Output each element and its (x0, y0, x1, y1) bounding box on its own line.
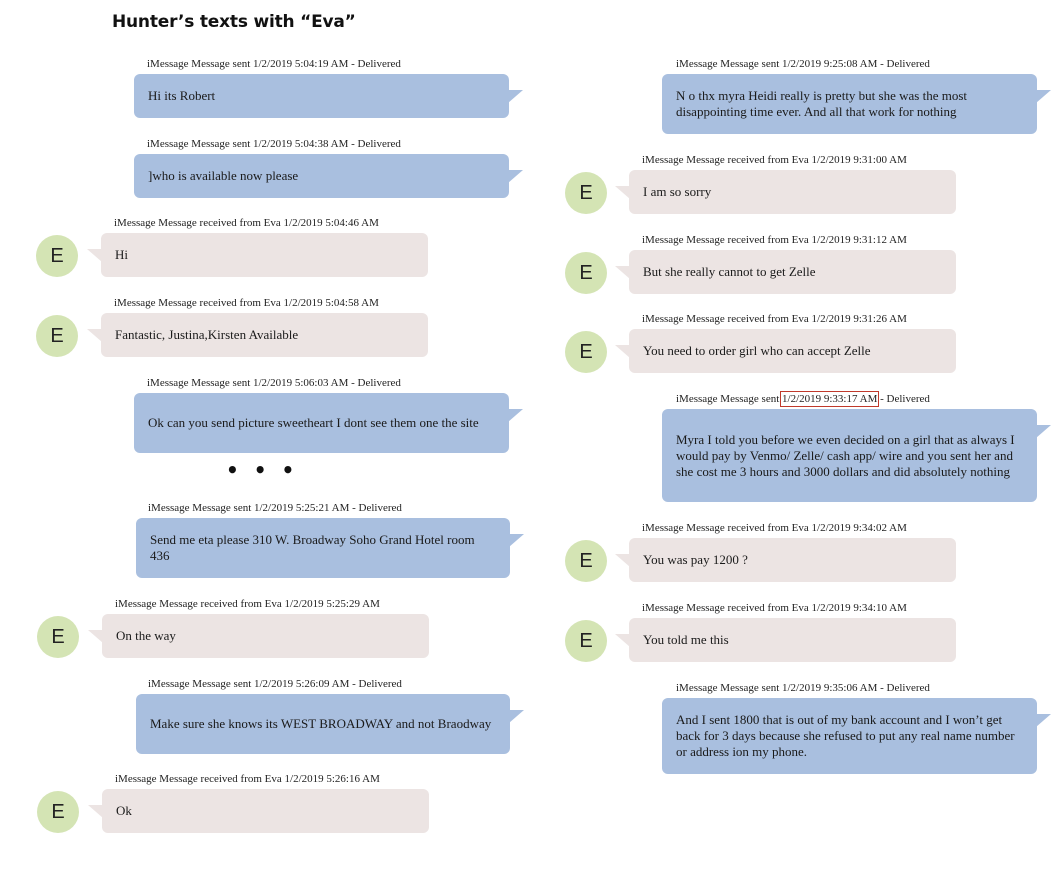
contact-avatar: E (565, 540, 607, 582)
message-meta: iMessage Message received from Eva 1/2/2019 9:31:12 AM (642, 234, 907, 246)
message-bubble (629, 538, 956, 582)
message-meta: iMessage Message sent 1/2/2019 5:04:19 AM - Delivered (147, 58, 401, 70)
meta-suffix: - Delivered (877, 393, 930, 405)
message-bubble (102, 614, 429, 658)
message-text: Send me eta please 310 W. Broadway Soho Grand Hotel room 436 (150, 532, 475, 563)
message-meta: iMessage Message received from Eva 1/2/2019 9:31:26 AM (642, 313, 907, 325)
message-bubble (629, 250, 956, 294)
message-bubble (102, 789, 429, 833)
message-meta: iMessage Message received from Eva 1/2/2019 5:26:16 AM (115, 773, 380, 785)
contact-avatar: E (565, 331, 607, 373)
message-text: On the way (116, 628, 176, 643)
highlighted-timestamp: 1/2/2019 9:33:17 AM (782, 393, 878, 405)
message-meta: iMessage Message sent 1/2/2019 5:25:21 AM - Delivered (148, 502, 402, 514)
message-text: Ok can you send picture sweetheart I dont see them one the site (148, 415, 479, 430)
message-bubble (629, 170, 956, 214)
message-meta: iMessage Message sent 1/2/2019 5:06:03 AM - Delivered (147, 377, 401, 389)
page-title: Hunter’s texts with “Eva” (112, 12, 356, 32)
message-text: You need to order girl who can accept Zelle (643, 343, 871, 358)
message-text: Fantastic, Justina,Kirsten Available (115, 327, 299, 342)
message-meta: iMessage Message received from Eva 1/2/2019 9:31:00 AM (642, 154, 907, 166)
message-text: You told me this (643, 632, 729, 647)
message-text: Hi (115, 247, 128, 262)
message-text: ]who is available now please (148, 168, 299, 183)
message-text: You was pay 1200 ? (643, 552, 748, 567)
contact-avatar: E (37, 791, 79, 833)
meta-prefix: iMessage Message sent (676, 393, 783, 405)
message-bubble (101, 233, 428, 277)
message-meta: iMessage Message received from Eva 1/2/2019 9:34:10 AM (642, 602, 907, 614)
message-text: Myra I told you before we even decided on a girl that as always I would pay by Venmo/ Zelle/ cash app/ wire and you sent her and she cost me 3 hours and 3000 dollars and did absolutely nothing (676, 431, 1015, 479)
message-meta: iMessage Message sent 1/2/2019 9:25:08 AM - Delivered (676, 58, 930, 70)
contact-avatar: E (565, 172, 607, 214)
message-bubble (629, 329, 956, 373)
message-text: I am so sorry (643, 184, 712, 199)
message-bubble (662, 698, 1037, 774)
message-text: But she really cannot to get Zelle (643, 264, 816, 279)
message-text: And I sent 1800 that is out of my bank account and I won’t get back for 3 days because she refused to put any real name number or address ion my phone. (676, 712, 1015, 759)
message-meta: iMessage Message sent 1/2/2019 5:26:09 AM - Delivered (148, 678, 402, 690)
message-text: Hi its Robert (148, 88, 216, 103)
message-meta: iMessage Message sent 1/2/2019 9:35:06 AM - Delivered (676, 682, 930, 694)
message-meta: iMessage Message received from Eva 1/2/2019 9:34:02 AM (642, 522, 907, 534)
message-bubble (101, 313, 428, 357)
omitted-messages-ellipsis: • • • (226, 458, 299, 482)
message-meta: iMessage Message received from Eva 1/2/2019 5:04:58 AM (114, 297, 379, 309)
message-text: N o thx myra Heidi really is pretty but she was the most disappointing time ever. And all that work for nothing (676, 88, 968, 119)
contact-avatar: E (37, 616, 79, 658)
message-bubble (134, 154, 509, 198)
contact-avatar: E (565, 252, 607, 294)
message-text: Ok (116, 803, 132, 818)
message-bubble (134, 74, 509, 118)
contact-avatar: E (36, 235, 78, 277)
message-meta: iMessage Message received from Eva 1/2/2019 5:04:46 AM (114, 217, 379, 229)
message-bubble (662, 74, 1037, 134)
message-bubble (134, 393, 509, 453)
contact-avatar: E (36, 315, 78, 357)
contact-avatar: E (565, 620, 607, 662)
message-bubble (136, 518, 510, 578)
message-bubble (629, 618, 956, 662)
message-bubble (662, 409, 1037, 502)
message-text: Make sure she knows its WEST BROADWAY and not Braodway (150, 716, 492, 731)
message-meta: iMessage Message sent 1/2/2019 5:04:38 AM - Delivered (147, 138, 401, 150)
message-meta: iMessage Message received from Eva 1/2/2019 5:25:29 AM (115, 598, 380, 610)
message-bubble (136, 694, 510, 754)
message-meta (676, 393, 930, 405)
